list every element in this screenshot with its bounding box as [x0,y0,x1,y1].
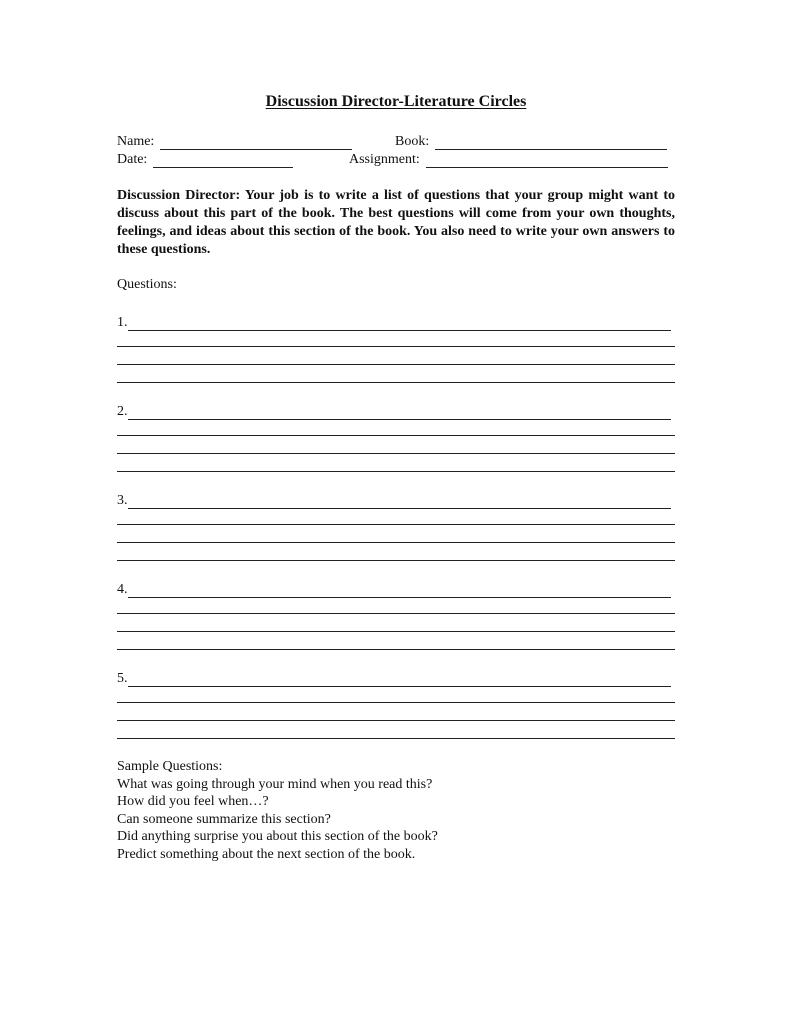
answer-line[interactable] [117,453,675,454]
book-field[interactable] [395,134,667,150]
book-label: Book: [395,134,430,149]
question-number: 2. [117,404,128,419]
assignment-label: Assignment: [349,152,420,167]
answer-line[interactable] [128,585,672,598]
date-assignment-row [117,152,675,170]
date-label: Date: [117,152,148,167]
name-blank-line[interactable] [160,136,352,150]
assignment-field[interactable] [349,152,668,168]
answer-line[interactable] [117,649,675,650]
answer-line[interactable] [117,631,675,632]
question-number: 1. [117,315,128,330]
sample-questions-heading: Sample Questions: [117,759,223,774]
assignment-blank-line[interactable] [426,154,668,168]
name-book-row [117,134,675,152]
questions-heading: Questions: [117,277,177,292]
answer-line[interactable] [117,542,675,543]
answer-line[interactable] [117,702,675,703]
instructions-paragraph: Discussion Director: Your job is to write a list of questions that your group might want to discuss about this part of the book. The best questions will come from your own thoughts, feelings, and ideas about this section of the book. You also need to write your own answers to these questions. [117,188,675,257]
answer-line[interactable] [117,738,675,739]
question-number: 4. [117,582,128,597]
book-blank-line[interactable] [435,136,667,150]
question-number: 3. [117,493,128,508]
name-label: Name: [117,134,155,149]
answer-line[interactable] [117,720,675,721]
answer-line[interactable] [117,560,675,561]
answer-line[interactable] [117,346,675,347]
sample-question: How did you feel when…? [117,794,269,809]
sample-question: Did anything surprise you about this section of the book? [117,829,438,844]
question-4-first-line[interactable] [117,580,671,598]
question-number: 5. [117,671,128,686]
question-3-first-line[interactable] [117,491,671,509]
sample-question: Can someone summarize this section? [117,811,331,827]
answer-line[interactable] [117,471,675,472]
answer-line[interactable] [117,435,675,436]
question-5-first-line[interactable] [117,669,671,687]
answer-line[interactable] [117,364,675,365]
answer-line[interactable] [117,382,675,383]
date-blank-line[interactable] [153,154,293,168]
sample-questions [117,758,438,863]
answer-line[interactable] [128,407,672,420]
sample-question: Predict something about the next section of the book. [117,846,416,862]
answer-line[interactable] [128,674,672,687]
name-field[interactable] [117,134,352,150]
sample-question: What was going through your mind when you read this? [117,776,433,792]
date-field[interactable] [117,152,293,168]
question-2-first-line[interactable] [117,402,671,420]
page-title [117,93,675,111]
answer-line[interactable] [117,613,675,614]
page-title-text: Discussion Director-Literature Circles [265,93,527,110]
answer-line[interactable] [128,496,672,509]
answer-line[interactable] [117,524,675,525]
question-1-first-line[interactable] [117,313,671,331]
answer-line[interactable] [128,318,672,331]
